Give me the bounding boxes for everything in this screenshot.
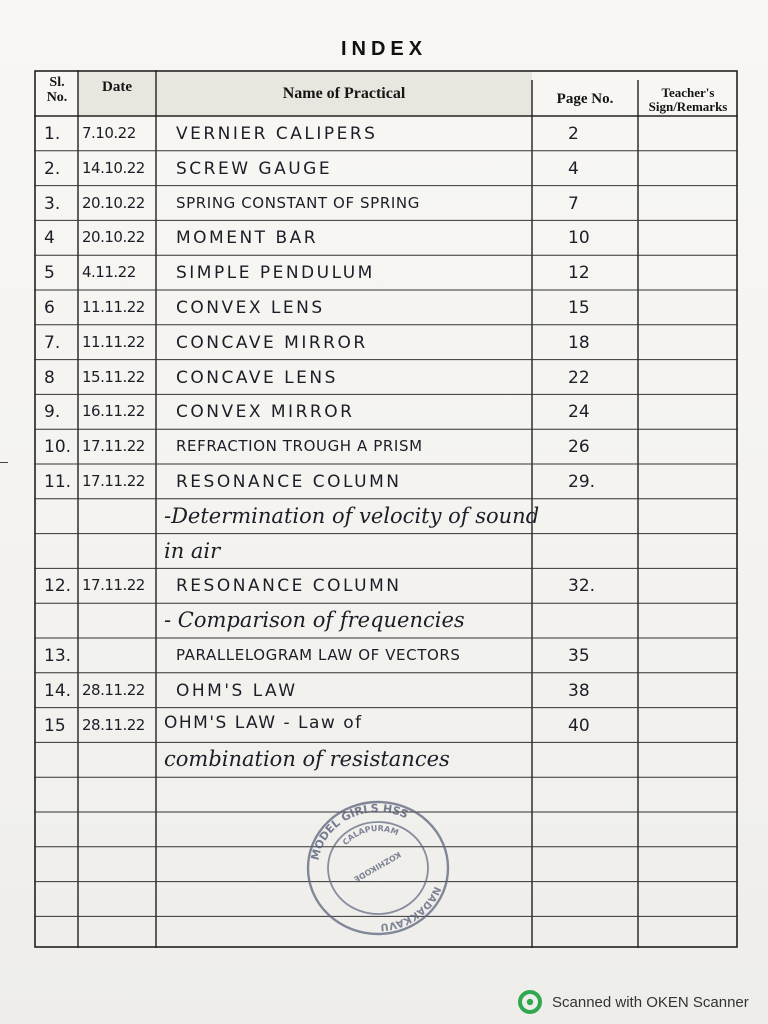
row-practical-name: - Comparison of frequencies xyxy=(164,608,465,633)
row-sl-no: 11. xyxy=(44,472,72,492)
scanner-footer xyxy=(518,988,749,1016)
row-sl-no: 5 xyxy=(44,263,55,284)
row-practical-name: CONVEX LENS xyxy=(176,298,325,318)
row-practical-name: -Determination of velocity of sound xyxy=(164,503,540,528)
seal-outer-text: MODEL GIRLS HSS xyxy=(308,801,411,862)
row-page-no: 12 xyxy=(568,263,590,284)
row-date: 11.11.22 xyxy=(82,298,145,316)
header-name: Name of Practical xyxy=(282,85,406,102)
row-page-no: 7 xyxy=(568,193,579,214)
row-sl-no: 12. xyxy=(44,576,72,597)
oken-logo-icon xyxy=(518,990,542,1014)
row-date: 15.11.22 xyxy=(82,367,145,386)
header-date: Date xyxy=(102,79,132,95)
row-date: 7.10.22 xyxy=(82,124,136,142)
row-sl-no: 6 xyxy=(44,298,55,318)
row-practical-name: RESONANCE COLUMN xyxy=(176,472,402,492)
scanner-text: Scanned with OKEN Scanner xyxy=(552,993,749,1011)
edge-mark xyxy=(0,462,8,463)
row-practical-name: SCREW GAUGE xyxy=(176,158,333,179)
seal-inner-text: CALAPURAM xyxy=(340,823,400,848)
school-seal xyxy=(302,798,454,938)
row-practical-name: MOMENT BAR xyxy=(176,228,319,249)
row-date: 28.11.22 xyxy=(82,680,145,699)
header-remarks: Teacher's Sign/Remarks xyxy=(648,85,728,114)
row-sl-no: 10. xyxy=(44,437,72,458)
row-page-no: 4 xyxy=(568,158,579,179)
row-practical-name: OHM'S LAW xyxy=(176,680,298,701)
seal-center-text: KOZHIKODE xyxy=(352,849,403,884)
row-practical-name: CONCAVE MIRROR xyxy=(176,332,368,353)
row-sl-no: 15 xyxy=(44,715,66,736)
row-date: 20.10.22 xyxy=(82,193,145,212)
row-practical-name: combination of resistances xyxy=(164,747,450,772)
row-practical-name: PARALLELOGRAM LAW OF VECTORS xyxy=(176,646,461,664)
row-sl-no: 4 xyxy=(44,228,55,249)
row-sl-no: 3. xyxy=(44,193,61,214)
row-date: 17.11.22 xyxy=(82,576,145,595)
row-date: 17.11.22 xyxy=(82,472,145,490)
row-sl-no: 9. xyxy=(44,402,61,423)
row-page-no: 35 xyxy=(568,646,590,666)
row-date: 17.11.22 xyxy=(82,437,145,456)
svg-text:CALAPURAM xyxy=(341,824,400,847)
row-sl-no: 13. xyxy=(44,646,72,666)
row-page-no: 22 xyxy=(568,367,590,388)
row-sl-no: 2. xyxy=(44,158,61,179)
header-sl-no: Sl. No. xyxy=(46,75,68,105)
row-page-no: 2 xyxy=(568,124,579,144)
row-page-no: 40 xyxy=(568,715,590,736)
row-date: 4.11.22 xyxy=(82,263,136,282)
row-practical-name: RESONANCE COLUMN xyxy=(176,576,402,597)
row-sl-no: 7. xyxy=(44,332,61,353)
page-title: INDEX xyxy=(340,38,428,60)
row-page-no: 24 xyxy=(568,402,590,423)
row-page-no: 15 xyxy=(568,298,590,318)
row-practical-name: VERNIER CALIPERS xyxy=(176,124,378,144)
row-date: 11.11.22 xyxy=(82,332,145,351)
row-practical-name: SIMPLE PENDULUM xyxy=(176,263,375,284)
row-page-no: 32. xyxy=(568,576,596,597)
row-practical-name: CONCAVE LENS xyxy=(176,367,338,388)
row-practical-name: SPRING CONSTANT OF SPRING xyxy=(176,193,420,212)
row-sl-no: 8 xyxy=(44,367,55,388)
row-date: 16.11.22 xyxy=(82,402,145,421)
seal-outer-text-2: NADAKKAVU xyxy=(379,884,443,933)
header-page-no: Page No. xyxy=(556,91,614,107)
row-page-no: 26 xyxy=(568,437,590,458)
row-sl-no: 14. xyxy=(44,680,72,701)
row-practical-name: CONVEX MIRROR xyxy=(176,402,355,423)
row-page-no: 10 xyxy=(568,228,590,249)
row-practical-name: OHM'S LAW - Law of xyxy=(164,712,363,733)
row-sl-no: 1. xyxy=(44,124,61,144)
row-date: 20.10.22 xyxy=(82,228,145,247)
row-page-no: 18 xyxy=(568,332,590,353)
row-page-no: 29. xyxy=(568,472,596,492)
row-date: 14.10.22 xyxy=(82,158,145,177)
row-page-no: 38 xyxy=(568,680,590,701)
row-date: 28.11.22 xyxy=(82,715,145,734)
row-practical-name: REFRACTION TROUGH A PRISM xyxy=(176,437,423,456)
row-practical-name: in air xyxy=(164,538,221,563)
